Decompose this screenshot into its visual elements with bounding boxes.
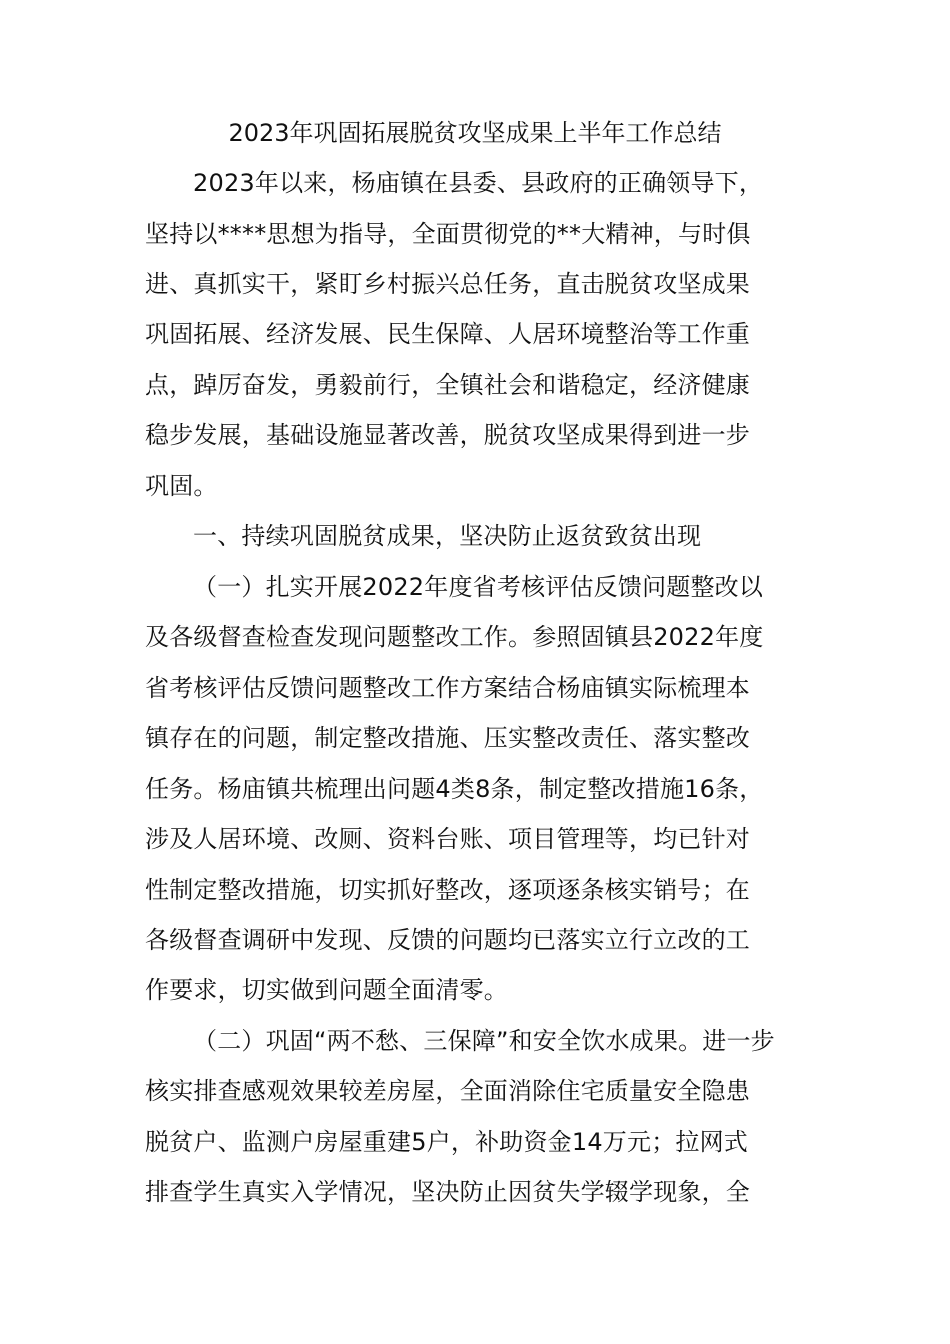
paragraph-line: 性制定整改措施，切实抓好整改，逐项逐条核实销号；在 <box>145 876 750 904</box>
paragraph-first-line: 2023年以来，杨庙镇在县委、县政府的正确领导下， <box>193 169 764 197</box>
paragraph-line: 镇存在的问题，制定整改措施、压实整改责任、落实整改 <box>145 724 750 752</box>
paragraph-line: 及各级督查检查发现问题整改工作。参照固镇县2022年度 <box>145 623 764 651</box>
paragraph-line: 点，踔厉奋发，勇毅前行，全镇社会和谐稳定，经济健康 <box>145 371 750 399</box>
document-title: 2023年巩固拓展脱贫攻坚成果上半年工作总结 <box>228 119 722 147</box>
paragraph-line: 核实排查感观效果较差房屋，全面消除住宅质量安全隐患 <box>145 1077 750 1105</box>
paragraph-line: 涉及人居环境、改厕、资料台账、项目管理等，均已针对 <box>145 825 750 853</box>
paragraph-line: 巩固。 <box>145 472 218 500</box>
paragraph-first-line: （一）扎实开展2022年度省考核评估反馈问题整改以 <box>193 573 764 601</box>
paragraph-first-line: （二）巩固“两不愁、三保障”和安全饮水成果。进一步 <box>193 1027 775 1055</box>
paragraph-line: 巩固拓展、经济发展、民生保障、人居环境整治等工作重 <box>145 320 750 348</box>
paragraph-line: 排查学生真实入学情况，坚决防止因贫失学辍学现象，全 <box>145 1178 750 1206</box>
paragraph-first-line: 一、持续巩固脱贫成果，坚决防止返贫致贫出现 <box>193 522 702 550</box>
paragraph-line: 稳步发展，基础设施显著改善，脱贫攻坚成果得到进一步 <box>145 421 750 449</box>
paragraph-line: 脱贫户、监测户房屋重建5户，补助资金14万元；拉网式 <box>145 1128 749 1156</box>
paragraph-line: 任务。杨庙镇共梳理出问题4类8条，制定整改措施16条， <box>145 775 764 803</box>
paragraph-line: 作要求，切实做到问题全面清零。 <box>145 976 508 1004</box>
paragraph-line: 各级督查调研中发现、反馈的问题均已落实立行立改的工 <box>145 926 750 954</box>
paragraph-line: 坚持以****思想为指导，全面贯彻党的**大精神，与时俱 <box>145 220 751 248</box>
paragraph-line: 省考核评估反馈问题整改工作方案结合杨庙镇实际梳理本 <box>145 674 750 702</box>
paragraph-line: 进、真抓实干，紧盯乡村振兴总任务，直击脱贫攻坚成果 <box>145 270 750 298</box>
